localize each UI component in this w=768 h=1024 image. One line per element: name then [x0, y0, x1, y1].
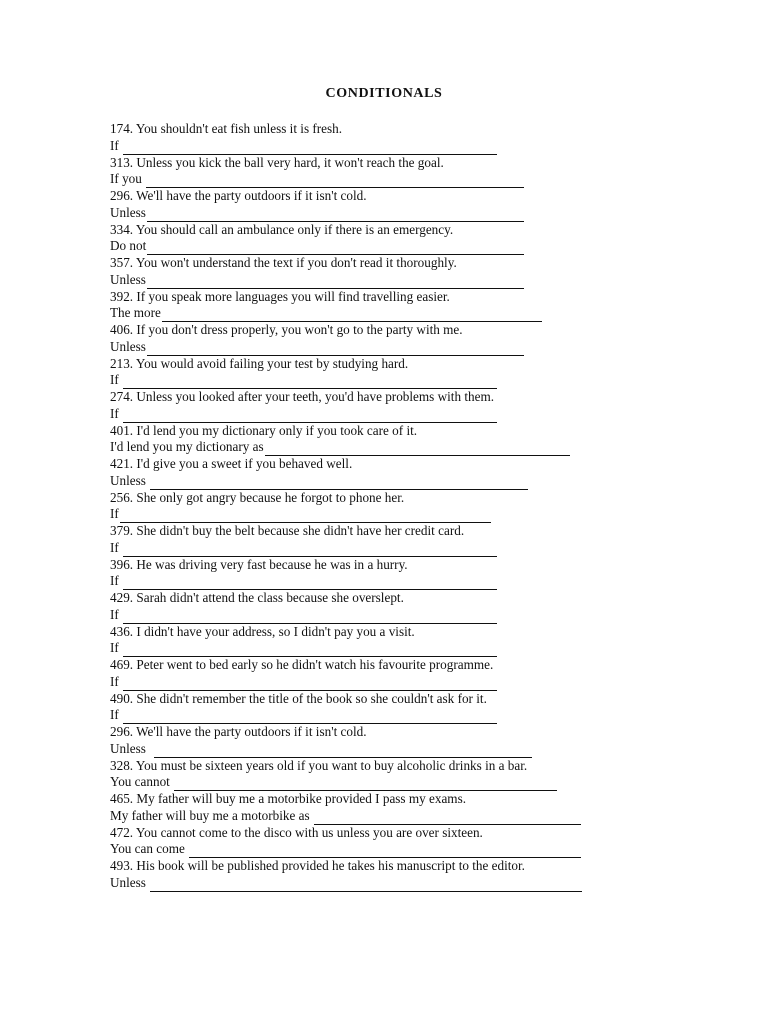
exercise-item: [110, 222, 710, 256]
answer-prefix: Unless: [110, 874, 150, 890]
answer-prefix: If: [110, 405, 123, 421]
answer-prefix: Unless: [110, 338, 146, 354]
answer-blank[interactable]: [123, 644, 497, 657]
exercise-item: [110, 389, 710, 423]
exercise-question: 296. We'll have the party outdoors if it isn't cold.: [110, 724, 367, 739]
answer-blank[interactable]: [147, 209, 524, 222]
page-title: CONDITIONALS: [325, 86, 443, 101]
answer-line: [110, 473, 710, 490]
answer-blank[interactable]: [123, 711, 497, 724]
answer-blank[interactable]: [120, 510, 491, 523]
answer-blank[interactable]: [265, 443, 570, 456]
answer-prefix: Unless: [110, 271, 146, 287]
exercise-question: 429. Sarah didn't attend the class because she overslept.: [110, 590, 404, 605]
answer-blank[interactable]: [154, 745, 532, 758]
answer-blank[interactable]: [314, 812, 581, 825]
exercise-question: 436. I didn't have your address, so I didn't pay you a visit.: [110, 623, 415, 639]
answer-prefix: The more: [110, 305, 161, 321]
exercise-question: 490. She didn't remember the title of the book so she couldn't ask for it.: [110, 690, 487, 706]
answer-line: [110, 674, 710, 691]
answer-line: [110, 640, 710, 657]
answer-prefix: Unless: [110, 204, 146, 220]
exercise-item: [110, 155, 710, 189]
exercise-item: [110, 724, 710, 758]
exercise-item: [110, 255, 710, 289]
exercise-question: 357. You won't understand the text if you don't read it thoroughly.: [110, 255, 457, 270]
answer-blank[interactable]: [147, 276, 524, 289]
exercise-question: 296. We'll have the party outdoors if it isn't cold.: [110, 188, 367, 203]
answer-line: [110, 339, 710, 356]
exercise-item: [110, 791, 710, 825]
answer-line: [110, 774, 710, 791]
answer-line: [110, 171, 710, 188]
exercise-item: [110, 858, 710, 892]
exercise-item: [110, 121, 710, 155]
answer-line: [110, 741, 710, 758]
answer-prefix: If you: [110, 171, 146, 187]
answer-prefix: My father will buy me a motorbike as: [110, 807, 313, 823]
answer-blank[interactable]: [147, 242, 524, 255]
exercise-item: [110, 657, 710, 691]
answer-blank[interactable]: [162, 309, 542, 322]
exercise-question: 213. You would avoid failing your test by studying hard.: [110, 355, 409, 371]
answer-line: [110, 439, 710, 456]
answer-blank[interactable]: [123, 678, 497, 691]
exercise-question: 396. He was driving very fast because he was in a hurry.: [110, 556, 408, 572]
exercise-item: [110, 691, 710, 725]
answer-line: [110, 406, 710, 423]
answer-line: [110, 607, 710, 624]
exercise-item: [110, 322, 710, 356]
answer-prefix: You can come: [110, 841, 189, 857]
answer-prefix: Do not: [110, 238, 147, 254]
answer-prefix: If: [110, 137, 123, 153]
exercise-item: [110, 523, 710, 557]
answer-prefix: I'd lend you my dictionary as: [110, 439, 264, 455]
exercise-question: 469. Peter went to bed early so he didn't watch his favourite programme.: [110, 657, 494, 672]
exercise-item: [110, 557, 710, 591]
exercise-item: [110, 825, 710, 859]
answer-line: [110, 707, 710, 724]
answer-line: [110, 808, 710, 825]
exercise-item: [110, 188, 710, 222]
answer-prefix: If: [110, 673, 123, 689]
answer-line: [110, 573, 710, 590]
answer-blank[interactable]: [150, 879, 582, 892]
exercise-question: 313. Unless you kick the ball very hard, it won't reach the goal.: [110, 154, 444, 170]
exercise-question: 465. My father will buy me a motorbike provided I pass my exams.: [110, 791, 466, 806]
answer-prefix: If: [110, 539, 123, 555]
exercise-question: 472. You cannot come to the disco with us unless you are over sixteen.: [110, 824, 483, 840]
answer-prefix: If: [110, 573, 123, 589]
exercise-question: 401. I'd lend you my dictionary only if you took care of it.: [110, 422, 418, 438]
answer-blank[interactable]: [123, 376, 497, 389]
answer-blank[interactable]: [123, 611, 497, 624]
answer-blank[interactable]: [123, 577, 497, 590]
answer-line: [110, 841, 710, 858]
exercise-question: 334. You should call an ambulance only if there is an emergency.: [110, 221, 454, 237]
exercise-question: 274. Unless you looked after your teeth, you'd have problems with them.: [110, 389, 495, 404]
exercise-question: 379. She didn't buy the belt because she didn't have her credit card.: [110, 523, 465, 538]
answer-blank[interactable]: [174, 778, 557, 791]
exercise-item: [110, 289, 710, 323]
answer-prefix: If: [110, 506, 119, 522]
answer-line: [110, 305, 710, 322]
exercise-item: [110, 356, 710, 390]
answer-blank[interactable]: [147, 343, 524, 356]
exercise-question: 493. His book will be published provided he takes his manuscript to the editor.: [110, 858, 525, 873]
answer-blank[interactable]: [189, 845, 581, 858]
answer-blank[interactable]: [146, 175, 524, 188]
answer-blank[interactable]: [123, 142, 497, 155]
answer-blank[interactable]: [123, 410, 497, 423]
answer-prefix: If: [110, 606, 123, 622]
exercise-question: 392. If you speak more languages you will find travelling easier.: [110, 288, 450, 304]
exercise-item: [110, 490, 710, 524]
answer-blank[interactable]: [123, 544, 497, 557]
answer-line: [110, 272, 710, 289]
exercise-item: [110, 758, 710, 792]
exercise-question: 174. You shouldn't eat fish unless it is fresh.: [110, 121, 343, 136]
exercise-question: 406. If you don't dress properly, you won't go to the party with me.: [110, 322, 463, 337]
answer-line: [110, 372, 710, 389]
answer-prefix: Unless: [110, 740, 153, 756]
answer-prefix: If: [110, 640, 123, 656]
answer-line: [110, 540, 710, 557]
answer-blank[interactable]: [150, 477, 528, 490]
answer-line: [110, 205, 710, 222]
answer-line: [110, 506, 710, 523]
exercise-item: [110, 423, 710, 457]
answer-line: [110, 875, 710, 892]
answer-line: [110, 138, 710, 155]
exercise-item: [110, 624, 710, 658]
exercise-list: [110, 121, 710, 892]
exercise-question: 256. She only got angry because he forgot to phone her.: [110, 489, 405, 505]
answer-line: [110, 238, 710, 255]
answer-prefix: If: [110, 372, 123, 388]
exercise-question: 421. I'd give you a sweet if you behaved well.: [110, 456, 353, 471]
exercise-item: [110, 590, 710, 624]
exercise-item: [110, 456, 710, 490]
answer-prefix: You cannot: [110, 774, 174, 790]
answer-prefix: Unless: [110, 472, 150, 488]
answer-prefix: If: [110, 707, 123, 723]
exercise-question: 328. You must be sixteen years old if you want to buy alcoholic drinks in a bar.: [110, 757, 528, 773]
